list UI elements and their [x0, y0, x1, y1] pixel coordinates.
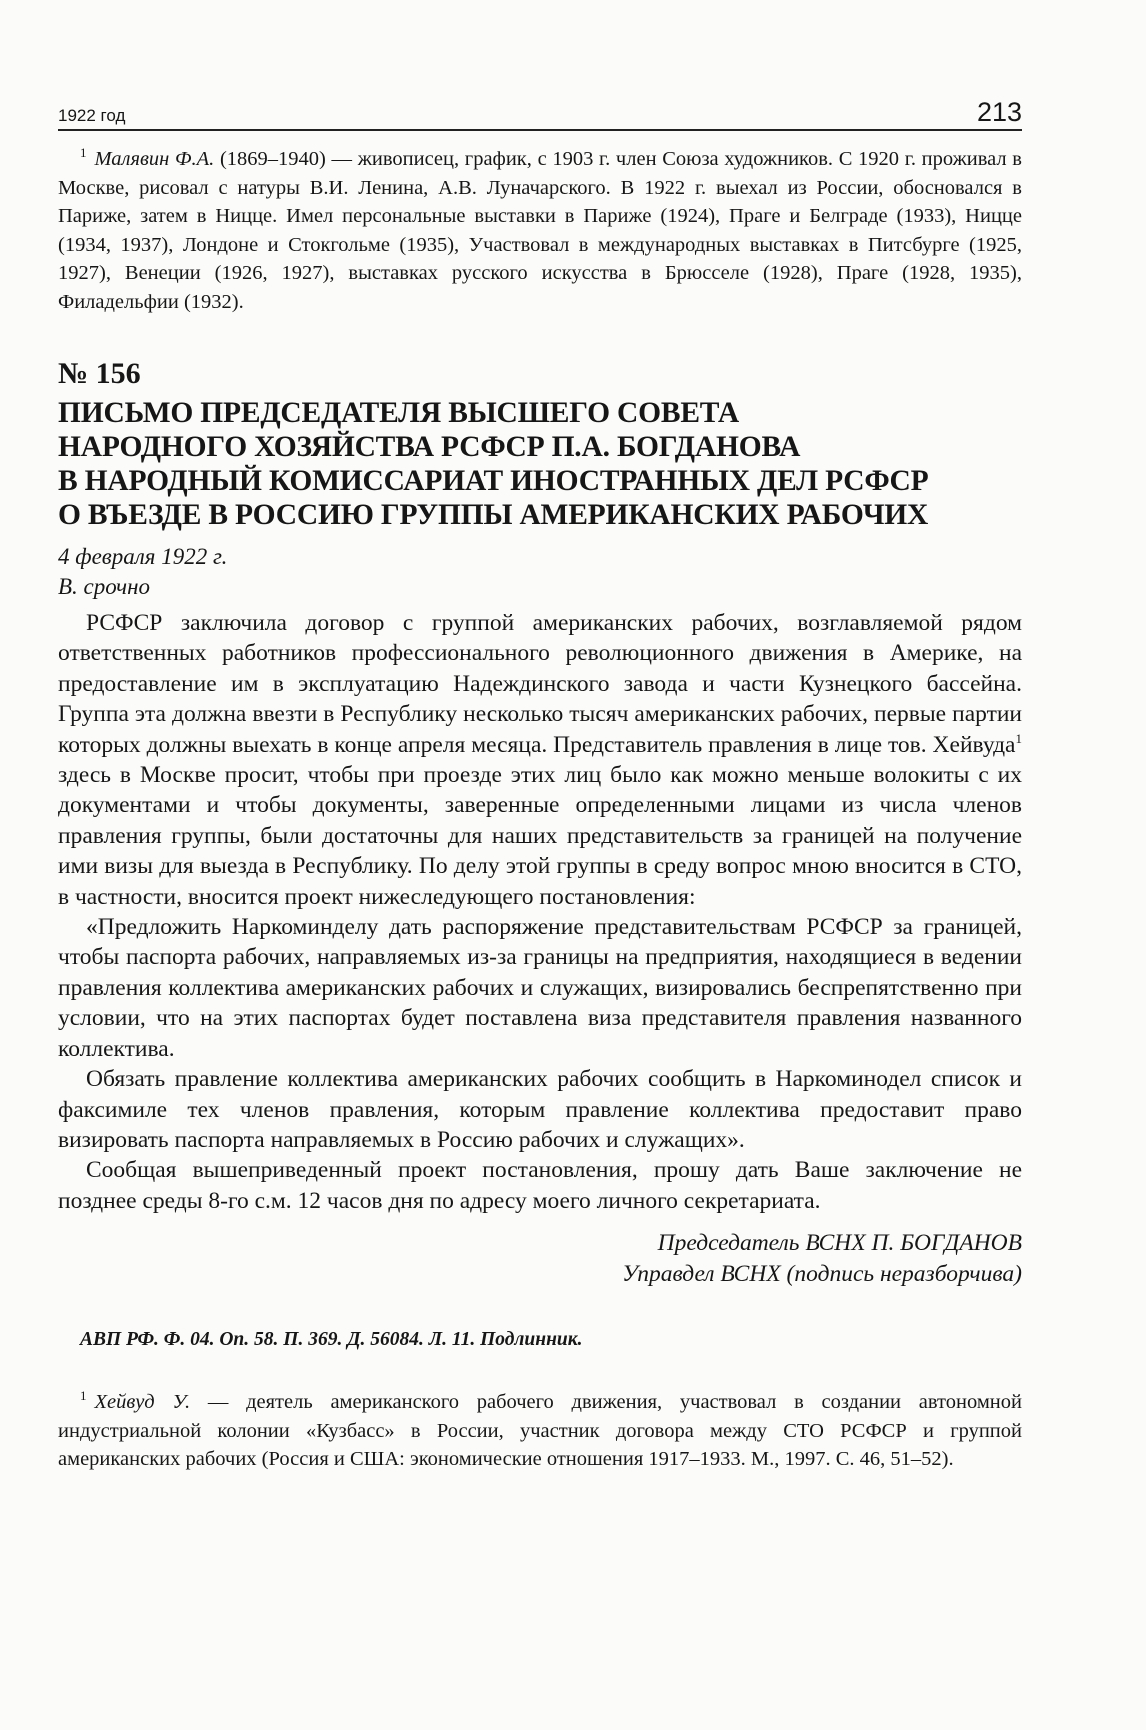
- title-line: В НАРОДНЫЙ КОМИССАРИАТ ИНОСТРАННЫХ ДЕЛ РСФСР: [58, 465, 929, 497]
- document-number: № 156: [58, 357, 141, 390]
- footnote-text: — деятель американского рабочего движения, участвовал в создании автономной индустриальной колонии «Кузбасс» в России, участник договора между СТО РСФСР и группой американских рабочих (Россия и США: экономические отношения 1917–1933. М., 1997. С. 46, 51–52).: [58, 1391, 1022, 1471]
- body-paragraph: [58, 608, 1022, 912]
- running-header: [58, 90, 1022, 131]
- document-body: [58, 608, 1022, 1216]
- body-text: РСФСР заключила договор с группой американских рабочих, возглавляемой рядом ответственных работников профессионального революционного движения в Америке, на предоставление им в эксплуатацию Надеждинского завода и части Кузнецкого бассейна. Группа эта должна ввезти в Республику несколько тысяч американских рабочих, первые партии которых должны выехать в конце апреля месяца. Представитель правления в лице тов. Хейвуда: [58, 610, 1022, 758]
- body-paragraph: Обязать правление коллектива американских рабочих сообщить в Наркоминодел список и факсимиле тех членов правления, которым правление коллектива предоставит право визировать паспорта направляемых в Россию рабочих и служащих».: [58, 1066, 1022, 1153]
- footnote-text: (1869–1940) — живописец, график, с 1903 г. член Союза художников. С 1920 г. проживал в Москве, рисовал с натуры В.И. Ленина, А.В. Луначарского. В 1922 г. выехал из России, обосновался в Париже, затем в Ницце. Имел персональные выставки в Париже (1924), Праге и Белграде (1933), Ницце (1934, 1937), Лондоне и Стокгольме (1935), Участвовал в международных выставках в Питсбурге (1925, 1927), Венеции (1926, 1927), выставках русского искусства в Брюсселе (1928), Праге (1928, 1935), Филадельфии (1932).: [58, 148, 1022, 313]
- title-line: О ВЪЕЗДЕ В РОССИЮ ГРУППЫ АМЕРИКАНСКИХ РАБОЧИХ: [58, 499, 929, 531]
- body-text: здесь в Москве просит, чтобы при проезде этих лиц было как можно меньше волокиты с их документами и чтобы документы, заверенные определенными лицами из числа членов правления группы, были достаточны для наших представительств за границей на получение ими визы для выезда в Республику. По делу этой группы в среду вопрос мною вносится в СТО, в частности, вносится проект нижеследующего постановления:: [58, 762, 1022, 910]
- body-paragraph: «Предложить Наркоминделу дать распоряжение представительствам РСФСР за границей, чтобы паспорта рабочих, направляемых из-за границы на предприятия, находящиеся в ведении правления коллектива американских рабочих и служащих, визировались беспрепятственно при условии, что на этих паспортах будет поставлена виза представителя правления названного коллектива.: [58, 914, 1022, 1062]
- running-header-year: 1922 год: [58, 106, 126, 125]
- document-urgency: В. срочно: [58, 574, 151, 599]
- footnote-maliavin: [58, 145, 1022, 316]
- document-title: [58, 396, 1022, 532]
- footnote-author: Хейвуд У.: [94, 1391, 191, 1414]
- footnote-marker: 1: [80, 1388, 87, 1404]
- page-number: 213: [976, 97, 1022, 127]
- title-line: НАРОДНОГО ХОЗЯЙСТВА РСФСР П.А. БОГДАНОВА: [58, 431, 801, 463]
- body-paragraph: Сообщая вышеприведенный проект постановления, прошу дать Ваше заключение не позднее среды 8-го с.м. 12 часов дня по адресу моего личного секретариата.: [58, 1157, 1022, 1214]
- signature-manager: Управдел ВСНХ (подпись неразборчива): [622, 1261, 1022, 1288]
- footnote-reference: 1: [1015, 730, 1022, 746]
- document-date: 4 февраля 1922 г.: [58, 544, 228, 569]
- archive-reference: АВП РФ. Ф. 04. Оп. 58. П. 369. Д. 56084. Л. 11. Подлинник.: [80, 1329, 583, 1351]
- book-page: [58, 90, 1022, 1710]
- footnote-author: Малявин Ф.А.: [94, 148, 215, 170]
- title-line: ПИСЬМО ПРЕДСЕДАТЕЛЯ ВЫСШЕГО СОВЕТА: [58, 397, 739, 429]
- footnote-marker: 1: [80, 145, 87, 161]
- signature-chairman: Председатель ВСНХ П. БОГДАНОВ: [657, 1230, 1022, 1257]
- signature-block: [58, 1228, 1022, 1290]
- footnote-haywood: [58, 1388, 1022, 1474]
